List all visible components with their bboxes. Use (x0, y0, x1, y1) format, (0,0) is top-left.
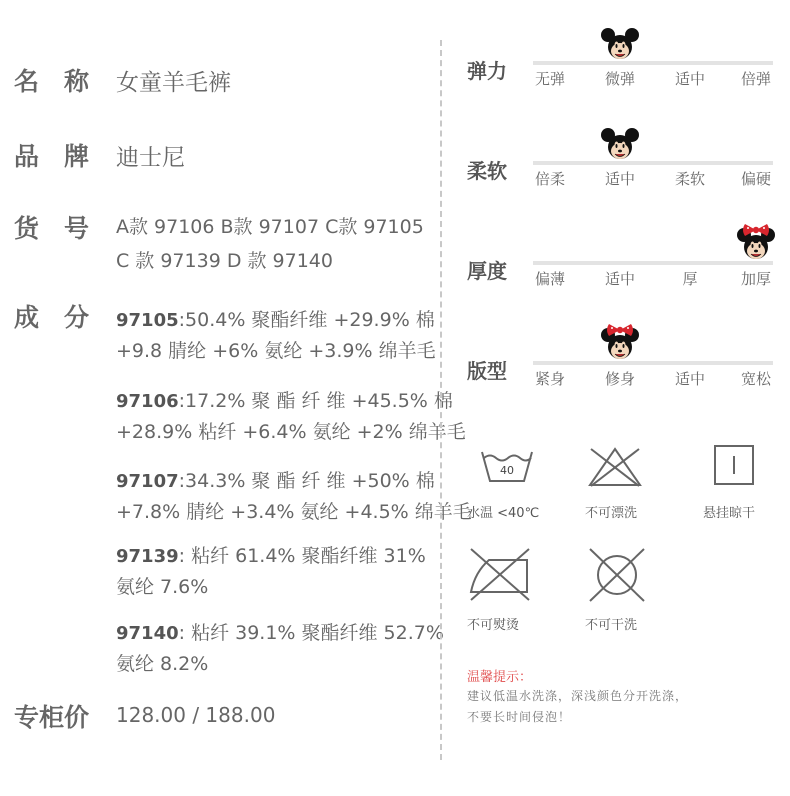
composition-item-97107 (116, 466, 472, 527)
composition-code: 97106 (116, 391, 179, 412)
composition-item-97140 (116, 618, 444, 679)
name-label: 名 称 (14, 67, 90, 96)
no-bleach-icon (587, 446, 643, 488)
scale-label: 柔软 (467, 159, 507, 183)
code-line2: C 款 97139 D 款 97140 (116, 250, 333, 272)
composition-line2: 氨纶 8.2% (116, 653, 209, 675)
scale-option: 紧身 (534, 370, 565, 388)
scale-option: 适中 (674, 70, 705, 88)
scale-option: 偏硬 (740, 170, 771, 188)
brand-label: 品 牌 (14, 142, 90, 171)
scale-track (533, 361, 773, 365)
scale-option: 宽松 (740, 370, 771, 388)
scale-option: 修身 (604, 370, 635, 388)
scale-label: 弹力 (467, 59, 507, 83)
scale-option: 倍弹 (740, 70, 771, 88)
composition-line1: :50.4% 聚酯纤维 +29.9% 棉 (178, 309, 435, 331)
no-iron-text: 不可熨烫 (467, 618, 520, 633)
no-bleach-text: 不可漂洗 (585, 506, 638, 521)
scale-option: 适中 (604, 170, 635, 188)
code-label: 货 号 (14, 214, 90, 243)
scale-option: 无弹 (534, 70, 565, 88)
scale-option: 适中 (604, 270, 635, 288)
scale-option: 柔软 (674, 170, 705, 188)
price-value: 128.00 / 188.00 (116, 703, 276, 727)
composition-line1: : 粘纤 39.1% 聚酯纤维 52.7% (178, 622, 444, 644)
scale-option: 加厚 (740, 270, 771, 288)
scale-track (533, 161, 773, 165)
composition-line1: :17.2% 聚 酯 纤 维 +45.5% 棉 (178, 390, 453, 412)
no-dryclean-icon (587, 546, 647, 604)
no-iron-icon (467, 546, 533, 602)
scale-label: 版型 (467, 359, 507, 383)
composition-item-97106 (116, 386, 466, 447)
scale-track (533, 61, 773, 65)
composition-code: 97139 (116, 546, 179, 567)
hang-dry-text: 悬挂晾干 (703, 506, 756, 521)
price-label: 专柜价 (14, 703, 90, 732)
code-line1: A款 97106 B款 97107 C款 97105 (116, 216, 424, 238)
no-dryclean-text: 不可干洗 (585, 618, 638, 633)
composition-line2: +7.8% 腈纶 +3.4% 氨纶 +4.5% 绵羊毛 (116, 501, 472, 523)
tips-line1: 建议低温水洗涤，深浅颜色分开洗涤， (467, 689, 689, 703)
composition-code: 97107 (116, 471, 179, 492)
composition-label: 成 分 (14, 303, 90, 332)
brand-value: 迪士尼 (116, 145, 185, 171)
scale-option: 倍柔 (534, 170, 565, 188)
tips-line2: 不要长时间侵泡！ (467, 710, 572, 724)
composition-line1: :34.3% 聚 酯 纤 维 +50% 棉 (178, 470, 435, 492)
composition-code: 97105 (116, 310, 179, 331)
wash-text: 水温 <40℃ (467, 506, 540, 521)
scale-label: 厚度 (467, 259, 507, 283)
composition-line2: +9.8 腈纶 +6% 氨纶 +3.9% 绵羊毛 (116, 340, 436, 362)
scale-option: 偏薄 (534, 270, 565, 288)
composition-item-97139 (116, 541, 426, 602)
composition-line2: 氨纶 7.6% (116, 576, 209, 598)
hang-dry-icon (713, 444, 755, 486)
scale-option: 适中 (674, 370, 705, 388)
composition-item-97105 (116, 305, 436, 366)
composition-line2: +28.9% 粘纤 +6.4% 氨纶 +2% 绵羊毛 (116, 421, 466, 443)
wash-temp: 40 (500, 464, 514, 477)
wash-40-icon (480, 448, 534, 484)
name-value: 女童羊毛裤 (116, 70, 231, 96)
mickey-marker-icon (600, 24, 640, 68)
mickey-marker-icon (600, 124, 640, 168)
column-divider (440, 40, 442, 760)
composition-line1: : 粘纤 61.4% 聚酯纤维 31% (178, 545, 426, 567)
minnie-marker-icon (736, 224, 776, 268)
minnie-marker-icon (600, 324, 640, 368)
scale-option: 厚 (682, 270, 698, 288)
scale-option: 微弹 (604, 70, 635, 88)
tips-title: 温馨提示： (467, 670, 533, 685)
composition-code: 97140 (116, 623, 179, 644)
